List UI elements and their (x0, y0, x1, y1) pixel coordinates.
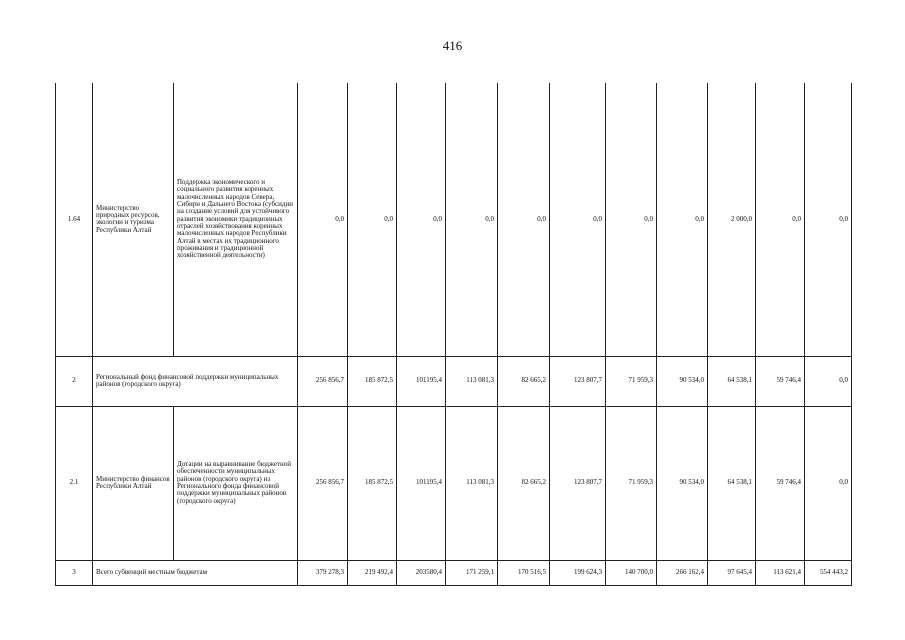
value-cell: 101195,4 (397, 356, 446, 406)
description-cell: Поддержка экономического и социального развития коренных малочисленных народов Севера, Сибири и Дальнего Востока (субсидии на создание условий для устойчивого развития экономики традиционных отраслей хозяйствования коренных малочисленных народов Республики Алтай в местах их традиционного проживания и традиционной хозяйственной деятельности) (174, 83, 298, 356)
value-cell: 0,0 (606, 83, 657, 356)
row-index: 2 (56, 356, 93, 406)
value-cell: 64 538,1 (708, 356, 756, 406)
value-cell: 0,0 (805, 83, 852, 356)
value-cell: 171 259,1 (446, 560, 498, 585)
value-cell: 82 665,2 (498, 356, 550, 406)
row-index: 3 (56, 560, 93, 585)
value-cell: 90 534,0 (657, 406, 708, 560)
value-cell: 82 665,2 (498, 406, 550, 560)
value-cell: 90 534,0 (657, 356, 708, 406)
row-label: Региональный фонд финансовой поддержки муниципальных районов (городского округа) (93, 356, 298, 406)
value-cell: 379 278,3 (298, 560, 348, 585)
row-index: 1.64 (56, 83, 93, 356)
value-cell: 185 872,5 (348, 356, 397, 406)
value-cell: 170 516,5 (498, 560, 550, 585)
value-cell: 256 856,7 (298, 406, 348, 560)
value-cell: 0,0 (498, 83, 550, 356)
value-cell: 59 746,4 (756, 406, 805, 560)
ministry-cell: Министерство финансов Республики Алтай (93, 406, 174, 560)
row-label: Всего субвенций местным бюджетам (93, 560, 298, 585)
value-cell: 554 443,2 (805, 560, 852, 585)
value-cell: 123 807,7 (550, 406, 606, 560)
value-cell: 97 645,4 (708, 560, 756, 585)
ministry-cell: Министерство природных ресурсов, экологии и туризма Республики Алтай (93, 83, 174, 356)
value-cell: 140 700,0 (606, 560, 657, 585)
value-cell: 266 162,4 (657, 560, 708, 585)
value-cell: 256 856,7 (298, 356, 348, 406)
value-cell: 0,0 (805, 356, 852, 406)
value-cell: 0,0 (550, 83, 606, 356)
value-cell: 203580,4 (397, 560, 446, 585)
value-cell: 113 621,4 (756, 560, 805, 585)
value-cell: 2 000,0 (708, 83, 756, 356)
value-cell: 123 807,7 (550, 356, 606, 406)
value-cell: 0,0 (298, 83, 348, 356)
value-cell: 0,0 (805, 406, 852, 560)
page-number: 416 (442, 38, 463, 53)
value-cell: 0,0 (446, 83, 498, 356)
value-cell: 64 538,1 (708, 406, 756, 560)
value-cell: 0,0 (657, 83, 708, 356)
value-cell: 219 492,4 (348, 560, 397, 585)
description-cell: Дотации на выравнивание бюджетной обеспеченности муниципальных районов (городского округа) из Регионального фонда финансовой поддержки муниципальных районов (городского округа) (174, 406, 298, 560)
table-row (56, 406, 852, 560)
value-cell: 59 746,4 (756, 356, 805, 406)
value-cell: 199 624,3 (550, 560, 606, 585)
table-row (56, 356, 852, 406)
table-row (56, 83, 852, 356)
value-cell: 0,0 (348, 83, 397, 356)
value-cell: 101195,4 (397, 406, 446, 560)
value-cell: 113 081,3 (446, 356, 498, 406)
value-cell: 71 959,3 (606, 356, 657, 406)
row-index: 2.1 (56, 406, 93, 560)
budget-table (55, 83, 852, 586)
value-cell: 0,0 (756, 83, 805, 356)
value-cell: 0,0 (397, 83, 446, 356)
value-cell: 113 081,3 (446, 406, 498, 560)
value-cell: 185 872,5 (348, 406, 397, 560)
value-cell: 71 959,3 (606, 406, 657, 560)
table-row (56, 560, 852, 585)
